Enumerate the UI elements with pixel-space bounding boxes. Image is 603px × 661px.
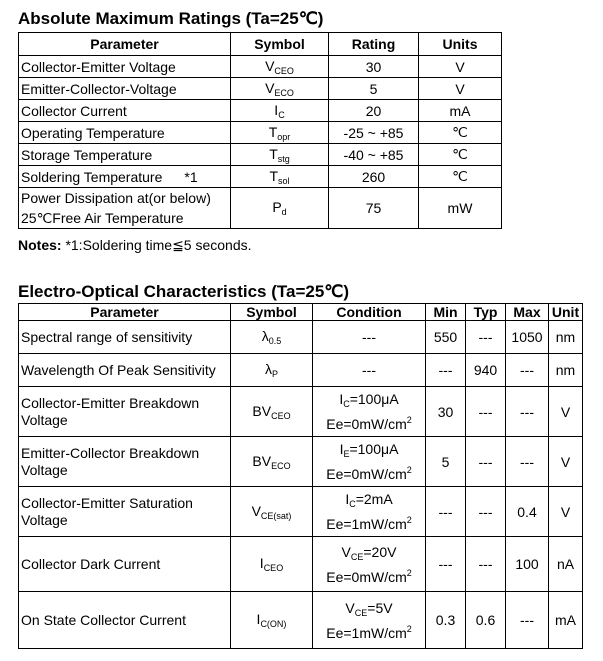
max-cell: --- <box>506 354 549 387</box>
rating-cell: 20 <box>329 100 419 122</box>
typ-cell: --- <box>466 321 506 354</box>
max-cell: 1050 <box>506 321 549 354</box>
header-symbol: Symbol <box>231 33 329 56</box>
param-cell: Storage Temperature <box>19 144 231 166</box>
param-cell: Collector Current <box>19 100 231 122</box>
param-cell: Collector Dark Current <box>19 537 231 592</box>
table-row <box>19 354 583 387</box>
table-row <box>19 537 583 592</box>
symbol-cell: $V_{CEO}$ <box>231 56 329 78</box>
typ-cell: --- <box>466 487 506 537</box>
rating-cell: 30 <box>329 56 419 78</box>
param-cell: Soldering Temperature *1 <box>19 166 231 188</box>
min-cell: --- <box>426 487 466 537</box>
max-cell: 0.4 <box>506 487 549 537</box>
unit-cell: ℃ <box>419 122 502 144</box>
typ-cell: 940 <box>466 354 506 387</box>
condition-cell: $I_C=100\mu A$ $Ee=0mW/cm^2$ <box>313 387 426 437</box>
unit-cell: ℃ <box>419 144 502 166</box>
header-unit: Unit <box>549 304 583 321</box>
symbol-cell: $V_{CE(sat)}$ <box>231 487 313 537</box>
min-cell: --- <box>426 354 466 387</box>
unit-cell: V <box>549 487 583 537</box>
unit-cell: V <box>549 387 583 437</box>
header-typ: Typ <box>466 304 506 321</box>
abs-max-table <box>18 32 502 229</box>
unit-cell: mA <box>419 100 502 122</box>
symbol-cell: $\lambda_{0.5}$ <box>231 321 313 354</box>
min-cell: --- <box>426 537 466 592</box>
unit-cell: nA <box>549 537 583 592</box>
unit-cell: V <box>549 437 583 487</box>
eo-table <box>18 303 583 649</box>
condition-cell: --- <box>313 321 426 354</box>
table-row <box>19 166 502 188</box>
min-cell: 30 <box>426 387 466 437</box>
param-cell: Emitter-Collector Breakdown Voltage <box>19 437 231 487</box>
table-row <box>19 487 583 537</box>
rating-cell: 75 <box>329 188 419 229</box>
table-row <box>19 122 502 144</box>
max-cell: 100 <box>506 537 549 592</box>
param-cell: Collector-Emitter Saturation Voltage <box>19 487 231 537</box>
rating-cell: -25 ~ +85 <box>329 122 419 144</box>
notes-label: Notes: <box>18 237 62 253</box>
condition-cell: $V_{CE}=20V$ $Ee=0mW/cm^2$ <box>313 537 426 592</box>
unit-cell: ℃ <box>419 166 502 188</box>
table-row <box>19 437 583 487</box>
unit-cell: mA <box>549 592 583 649</box>
condition-cell: $I_E=100\mu A$ $Ee=0mW/cm^2$ <box>313 437 426 487</box>
notes-text: *1:Soldering time≦5 seconds. <box>61 237 252 253</box>
header-symbol: Symbol <box>231 304 313 321</box>
unit-cell: V <box>419 56 502 78</box>
param-cell: Collector-Emitter Voltage <box>19 56 231 78</box>
header-rating: Rating <box>329 33 419 56</box>
notes <box>18 237 252 254</box>
condition-cell: $V_{CE}=5V$ $Ee=1mW/cm^2$ <box>313 592 426 649</box>
param-cell: Power Dissipation at(or below) 25℃Free Air Temperature <box>19 188 231 229</box>
min-cell: 5 <box>426 437 466 487</box>
symbol-cell: $\lambda_P$ <box>231 354 313 387</box>
header-parameter: Parameter <box>19 33 231 56</box>
rating-cell: 5 <box>329 78 419 100</box>
symbol-cell: $I_{CEO}$ <box>231 537 313 592</box>
table-row <box>19 188 502 229</box>
symbol-cell: $T_{opr}$ <box>231 122 329 144</box>
param-cell: Emitter-Collector-Voltage <box>19 78 231 100</box>
unit-cell: V <box>419 78 502 100</box>
max-cell: --- <box>506 437 549 487</box>
symbol-cell: $I_C$ <box>231 100 329 122</box>
param-cell: Operating Temperature <box>19 122 231 144</box>
header-min: Min <box>426 304 466 321</box>
header-units: Units <box>419 33 502 56</box>
unit-cell: nm <box>549 321 583 354</box>
symbol-cell: $I_{C(ON)}$ <box>231 592 313 649</box>
footnote-ref: *1 <box>184 168 198 185</box>
param-cell: Collector-Emitter Breakdown Voltage <box>19 387 231 437</box>
table-row <box>19 321 583 354</box>
symbol-cell: $T_{stg}$ <box>231 144 329 166</box>
param-cell: On State Collector Current <box>19 592 231 649</box>
max-cell: --- <box>506 387 549 437</box>
typ-cell: --- <box>466 537 506 592</box>
symbol-cell: $BV_{CEO}$ <box>231 387 313 437</box>
table-row <box>19 56 502 78</box>
unit-cell: mW <box>419 188 502 229</box>
typ-cell: 0.6 <box>466 592 506 649</box>
param-cell: Wavelength Of Peak Sensitivity <box>19 354 231 387</box>
header-parameter: Parameter <box>19 304 231 321</box>
rating-cell: -40 ~ +85 <box>329 144 419 166</box>
header-max: Max <box>506 304 549 321</box>
symbol-cell: $T_{sol}$ <box>231 166 329 188</box>
symbol-cell: $P_d$ <box>231 188 329 229</box>
rating-cell: 260 <box>329 166 419 188</box>
symbol-cell: $BV_{ECO}$ <box>231 437 313 487</box>
abs-max-title: Absolute Maximum Ratings (Ta=25℃) <box>18 9 324 28</box>
table-row <box>19 592 583 649</box>
table-row <box>19 387 583 437</box>
unit-cell: nm <box>549 354 583 387</box>
eo-title: Electro-Optical Characteristics (Ta=25℃) <box>18 282 350 301</box>
min-cell: 550 <box>426 321 466 354</box>
min-cell: 0.3 <box>426 592 466 649</box>
param-cell: Spectral range of sensitivity <box>19 321 231 354</box>
condition-cell: --- <box>313 354 426 387</box>
table-row <box>19 100 502 122</box>
header-condition: Condition <box>313 304 426 321</box>
max-cell: --- <box>506 592 549 649</box>
table-row <box>19 78 502 100</box>
symbol-cell: $V_{ECO}$ <box>231 78 329 100</box>
typ-cell: --- <box>466 437 506 487</box>
table-row <box>19 144 502 166</box>
typ-cell: --- <box>466 387 506 437</box>
condition-cell: $I_C=2mA$ $Ee=1mW/cm^2$ <box>313 487 426 537</box>
